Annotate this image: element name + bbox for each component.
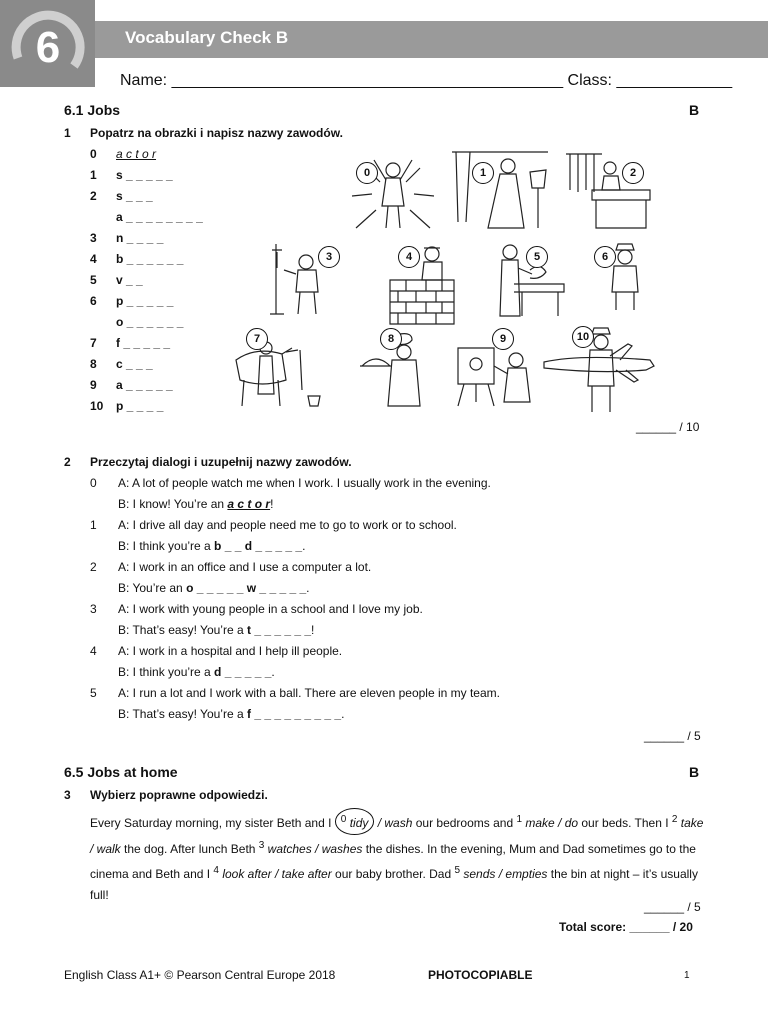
item-number: 7 (90, 336, 97, 350)
item-answer[interactable]: p _ _ _ _ (116, 399, 164, 413)
exercise-instruction: Przeczytaj dialogi i uzupełnij nazwy zawodów. (90, 455, 352, 469)
item-answer[interactable]: s _ _ _ _ _ (116, 168, 173, 182)
dialogue-number: 0 (90, 476, 97, 490)
picture-number: 8 (380, 328, 402, 350)
score-ex2: ______ / 5 (644, 729, 701, 743)
item-number: 6 (90, 294, 97, 308)
item-number: 3 (90, 231, 97, 245)
exercise1-item (90, 399, 163, 413)
item-number: 2 (90, 189, 97, 203)
picture-number: 2 (622, 162, 644, 184)
farmer-picture (226, 330, 322, 410)
exercise3-paragraph: Every Saturday morning, my sister Beth and I $^0$ tidy / wash our bedrooms and $^1$ make / do our beds. Then I $^2$ take / walk the dog. After lunch Beth $^3$ watches / washes the dishes. In the evening, Mum and Dad sometimes go to the cinema and Beth and I $^4$ look after / take after our baby brother. Dad $^5$ sends / empties the bin at night – it’s usually full! (90, 808, 710, 906)
picture-number: 0 (356, 162, 378, 184)
singer-picture (450, 148, 550, 234)
total-score: Total score: ______ / 20 (559, 920, 693, 934)
item-number: 4 (90, 252, 97, 266)
dialogue-line-a: 2 A: I work in an office and I use a computer a lot. (90, 560, 372, 574)
picture-number: 3 (318, 246, 340, 268)
picture-number: 1 (472, 162, 494, 184)
section-title-jobs-at-home: 6.5 Jobs at home (64, 764, 178, 780)
dialogue-number: 5 (90, 686, 97, 700)
option-pair[interactable]: watches / washes (264, 842, 363, 856)
option-pair[interactable]: make / do (522, 816, 579, 830)
unit-badge (0, 0, 95, 87)
name-class-line: Name: ____________________________________________ Class: _____________ (120, 72, 733, 89)
option-pair[interactable]: / wash (374, 816, 413, 830)
dialogue-number: 1 (90, 518, 97, 532)
dialogue-line-a: 1 A: I drive all day and people need me to go to work or to school. (90, 518, 457, 532)
dialogue-line-b: B: That’s easy! You’re a f _ _ _ _ _ _ _ _ _. (118, 707, 345, 721)
exercise-instruction: Wybierz poprawne odpowiedzi. (90, 788, 268, 802)
dialogue-line-b: B: You’re an o _ _ _ _ _ w _ _ _ _ _. (118, 581, 310, 595)
item-number: 1 (90, 168, 97, 182)
item-number: 9 (90, 378, 97, 392)
answer-blank[interactable]: o _ _ _ _ _ w _ _ _ _ _ (186, 581, 307, 595)
section-title-jobs: 6.1 Jobs (64, 102, 121, 118)
exercise1-item (90, 378, 173, 392)
item-answer[interactable]: n _ _ _ _ (116, 231, 164, 245)
exercise1-item (90, 168, 173, 182)
unit-circle-icon (0, 0, 95, 87)
option-pair[interactable]: look after / take after (218, 867, 332, 881)
score-ex3: ______ / 5 (644, 900, 701, 914)
picture-number: 10 (572, 326, 594, 348)
option-pair[interactable]: sends / empties (460, 867, 548, 881)
builder-picture (386, 240, 458, 326)
item-number: 10 (90, 399, 104, 413)
option-pair[interactable]: take / walk (90, 816, 704, 856)
exercise-number: 2 (64, 455, 71, 469)
item-answer[interactable]: f _ _ _ _ _ (116, 336, 171, 350)
dialogue-line-a: 4 A: I work in a hospital and I help ill people. (90, 644, 343, 658)
item-answer[interactable]: b _ _ _ _ _ _ (116, 252, 184, 266)
answer-circled-option[interactable]: $^0$ tidy (335, 808, 375, 835)
item-answer[interactable]: v _ _ (116, 273, 143, 287)
exercise1-item (90, 189, 153, 203)
exercise1-item (90, 294, 173, 308)
pilot-picture (540, 326, 658, 414)
dialogue-line-b: B: I know! You’re an a c t o r! (118, 497, 274, 511)
section-letter: B (689, 102, 700, 118)
item-number: 0 (90, 147, 97, 161)
exercise1-item (90, 273, 143, 287)
score-ex1: ______ / 10 (636, 420, 700, 434)
item-answer[interactable]: c _ _ _ (116, 357, 153, 371)
dialogue-line-a: 0 A: A lot of people watch me when I work. I usually work in the evening. (90, 476, 491, 490)
exercise1-item (90, 147, 156, 161)
item-answer: a c t o r (116, 147, 157, 161)
picture-number: 4 (398, 246, 420, 268)
answer-blank[interactable]: b _ _ d _ _ _ _ _ (214, 539, 303, 553)
item-answer[interactable]: o _ _ _ _ _ _ (116, 315, 184, 329)
answer-blank[interactable]: f _ _ _ _ _ _ _ _ _ (246, 707, 342, 721)
exercise1-item (90, 336, 170, 350)
dialogue-line-b: B: That’s easy! You’re a t _ _ _ _ _ _! (118, 623, 315, 637)
item-answer[interactable]: p _ _ _ _ _ (116, 294, 174, 308)
picture-number: 9 (492, 328, 514, 350)
item-answer[interactable]: s _ _ _ (116, 189, 153, 203)
dialogue-line-a: 5 A: I run a lot and I work with a ball. There are eleven people in my team. (90, 686, 500, 700)
picture-number: 5 (526, 246, 548, 268)
exercise1-item (90, 231, 163, 245)
answer-blank[interactable]: t _ _ _ _ _ _ (246, 623, 312, 637)
item-number: 8 (90, 357, 97, 371)
answer-blank: a c t o r (227, 497, 271, 511)
dialogue-number: 4 (90, 644, 97, 658)
dialogue-line-b: B: I think you’re a d _ _ _ _ _. (118, 665, 275, 679)
dialogue-line-b: B: I think you’re a b _ _ d _ _ _ _ _. (118, 539, 306, 553)
dialogue-line-a: 3 A: I work with young people in a school and I love my job. (90, 602, 423, 616)
page-number: 1 (684, 970, 690, 981)
actor-picture (346, 148, 440, 234)
exercise1-item (90, 315, 183, 329)
picture-number: 7 (246, 328, 268, 350)
item-answer[interactable]: a _ _ _ _ _ _ _ _ (116, 210, 203, 224)
exercise-instruction: Popatrz na obrazki i napisz nazwy zawodów. (90, 126, 343, 140)
picture-number: 6 (594, 246, 616, 268)
footer-photocopiable: PHOTOCOPIABLE (428, 968, 533, 982)
unit-number: 6 (35, 23, 61, 72)
page-title: Vocabulary Check B (125, 28, 289, 47)
exercise-number: 3 (64, 788, 71, 802)
item-answer[interactable]: a _ _ _ _ _ (116, 378, 173, 392)
dialogue-number: 3 (90, 602, 97, 616)
exercise1-item (90, 210, 203, 224)
section-letter: B (689, 764, 700, 780)
exercise-number: 1 (64, 126, 71, 140)
item-number: 5 (90, 273, 97, 287)
answer-blank[interactable]: d _ _ _ _ _ (214, 665, 272, 679)
dialogue-number: 2 (90, 560, 97, 574)
exercise1-item (90, 357, 153, 371)
footer-copyright: English Class A1+ © Pearson Central Europe 2018 (64, 968, 336, 982)
exercise1-item (90, 252, 183, 266)
shop-assistant-picture (562, 150, 654, 232)
